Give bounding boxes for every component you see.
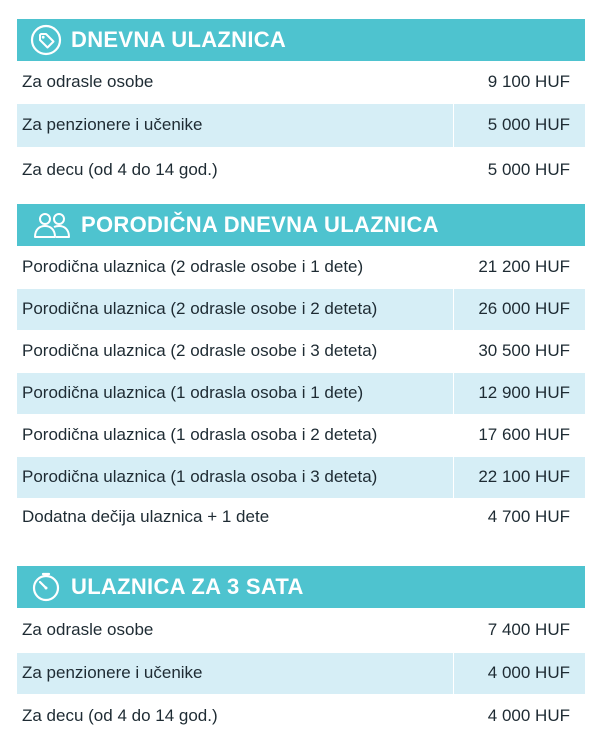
table-row: [17, 288, 585, 330]
ticket-price: 9 100 HUF: [453, 61, 585, 103]
section-title: ULAZNICA ZA 3 SATA: [71, 574, 304, 599]
table-row: [17, 147, 585, 193]
ticket-label: Porodična ulaznica (1 odrasla osoba i 1 dete): [17, 372, 453, 414]
ticket-label: Za decu (od 4 do 14 god.): [17, 147, 453, 193]
family-icon: [31, 208, 73, 242]
section-daily-ticket: [17, 19, 585, 194]
table-row: [17, 372, 585, 414]
ticket-label: Za penzionere i učenike: [17, 103, 453, 147]
table-row: [17, 246, 585, 288]
table-row: [17, 498, 585, 536]
table-row: [17, 652, 585, 694]
ticket-label: Porodična ulaznica (1 odrasla osoba i 2 deteta): [17, 414, 453, 456]
ticket-price: 4 000 HUF: [453, 652, 585, 694]
price-table: [17, 61, 585, 194]
price-tag-icon: [29, 23, 63, 57]
section-header: [17, 566, 585, 608]
ticket-label: Porodična ulaznica (2 odrasle osobe i 1 dete): [17, 246, 453, 288]
section-family-daily-ticket: [17, 204, 585, 537]
ticket-label: Za penzionere i učenike: [17, 652, 453, 694]
ticket-price: 5 000 HUF: [453, 147, 585, 193]
ticket-price: 21 200 HUF: [453, 246, 585, 288]
table-row: [17, 414, 585, 456]
ticket-price: 4 000 HUF: [453, 694, 585, 738]
section-title: PORODIČNA DNEVNA ULAZNICA: [81, 212, 439, 237]
ticket-label: Za odrasle osobe: [17, 61, 453, 103]
table-row: [17, 330, 585, 372]
table-row: [17, 456, 585, 498]
ticket-label: Za odrasle osobe: [17, 608, 453, 652]
section-header: [17, 204, 585, 246]
stopwatch-icon: [29, 570, 63, 604]
ticket-label: Dodatna dečija ulaznica + 1 dete: [17, 498, 453, 536]
price-table: [17, 246, 585, 537]
ticket-price: 4 700 HUF: [453, 498, 585, 536]
ticket-label: Porodična ulaznica (2 odrasle osobe i 3 deteta): [17, 330, 453, 372]
ticket-label: Porodična ulaznica (1 odrasla osoba i 3 deteta): [17, 456, 453, 498]
table-row: [17, 694, 585, 738]
price-table: [17, 608, 585, 739]
ticket-price: 26 000 HUF: [453, 288, 585, 330]
section-three-hour-ticket: [17, 566, 585, 739]
table-row: [17, 608, 585, 652]
ticket-price: 17 600 HUF: [453, 414, 585, 456]
table-row: [17, 61, 585, 103]
ticket-price: 12 900 HUF: [453, 372, 585, 414]
ticket-price: 22 100 HUF: [453, 456, 585, 498]
ticket-label: Za decu (od 4 do 14 god.): [17, 694, 453, 738]
ticket-price: 7 400 HUF: [453, 608, 585, 652]
ticket-label: Porodična ulaznica (2 odrasle osobe i 2 deteta): [17, 288, 453, 330]
section-header: [17, 19, 585, 61]
ticket-price: 5 000 HUF: [453, 103, 585, 147]
table-row: [17, 103, 585, 147]
ticket-price: 30 500 HUF: [453, 330, 585, 372]
section-title: DNEVNA ULAZNICA: [71, 27, 287, 52]
